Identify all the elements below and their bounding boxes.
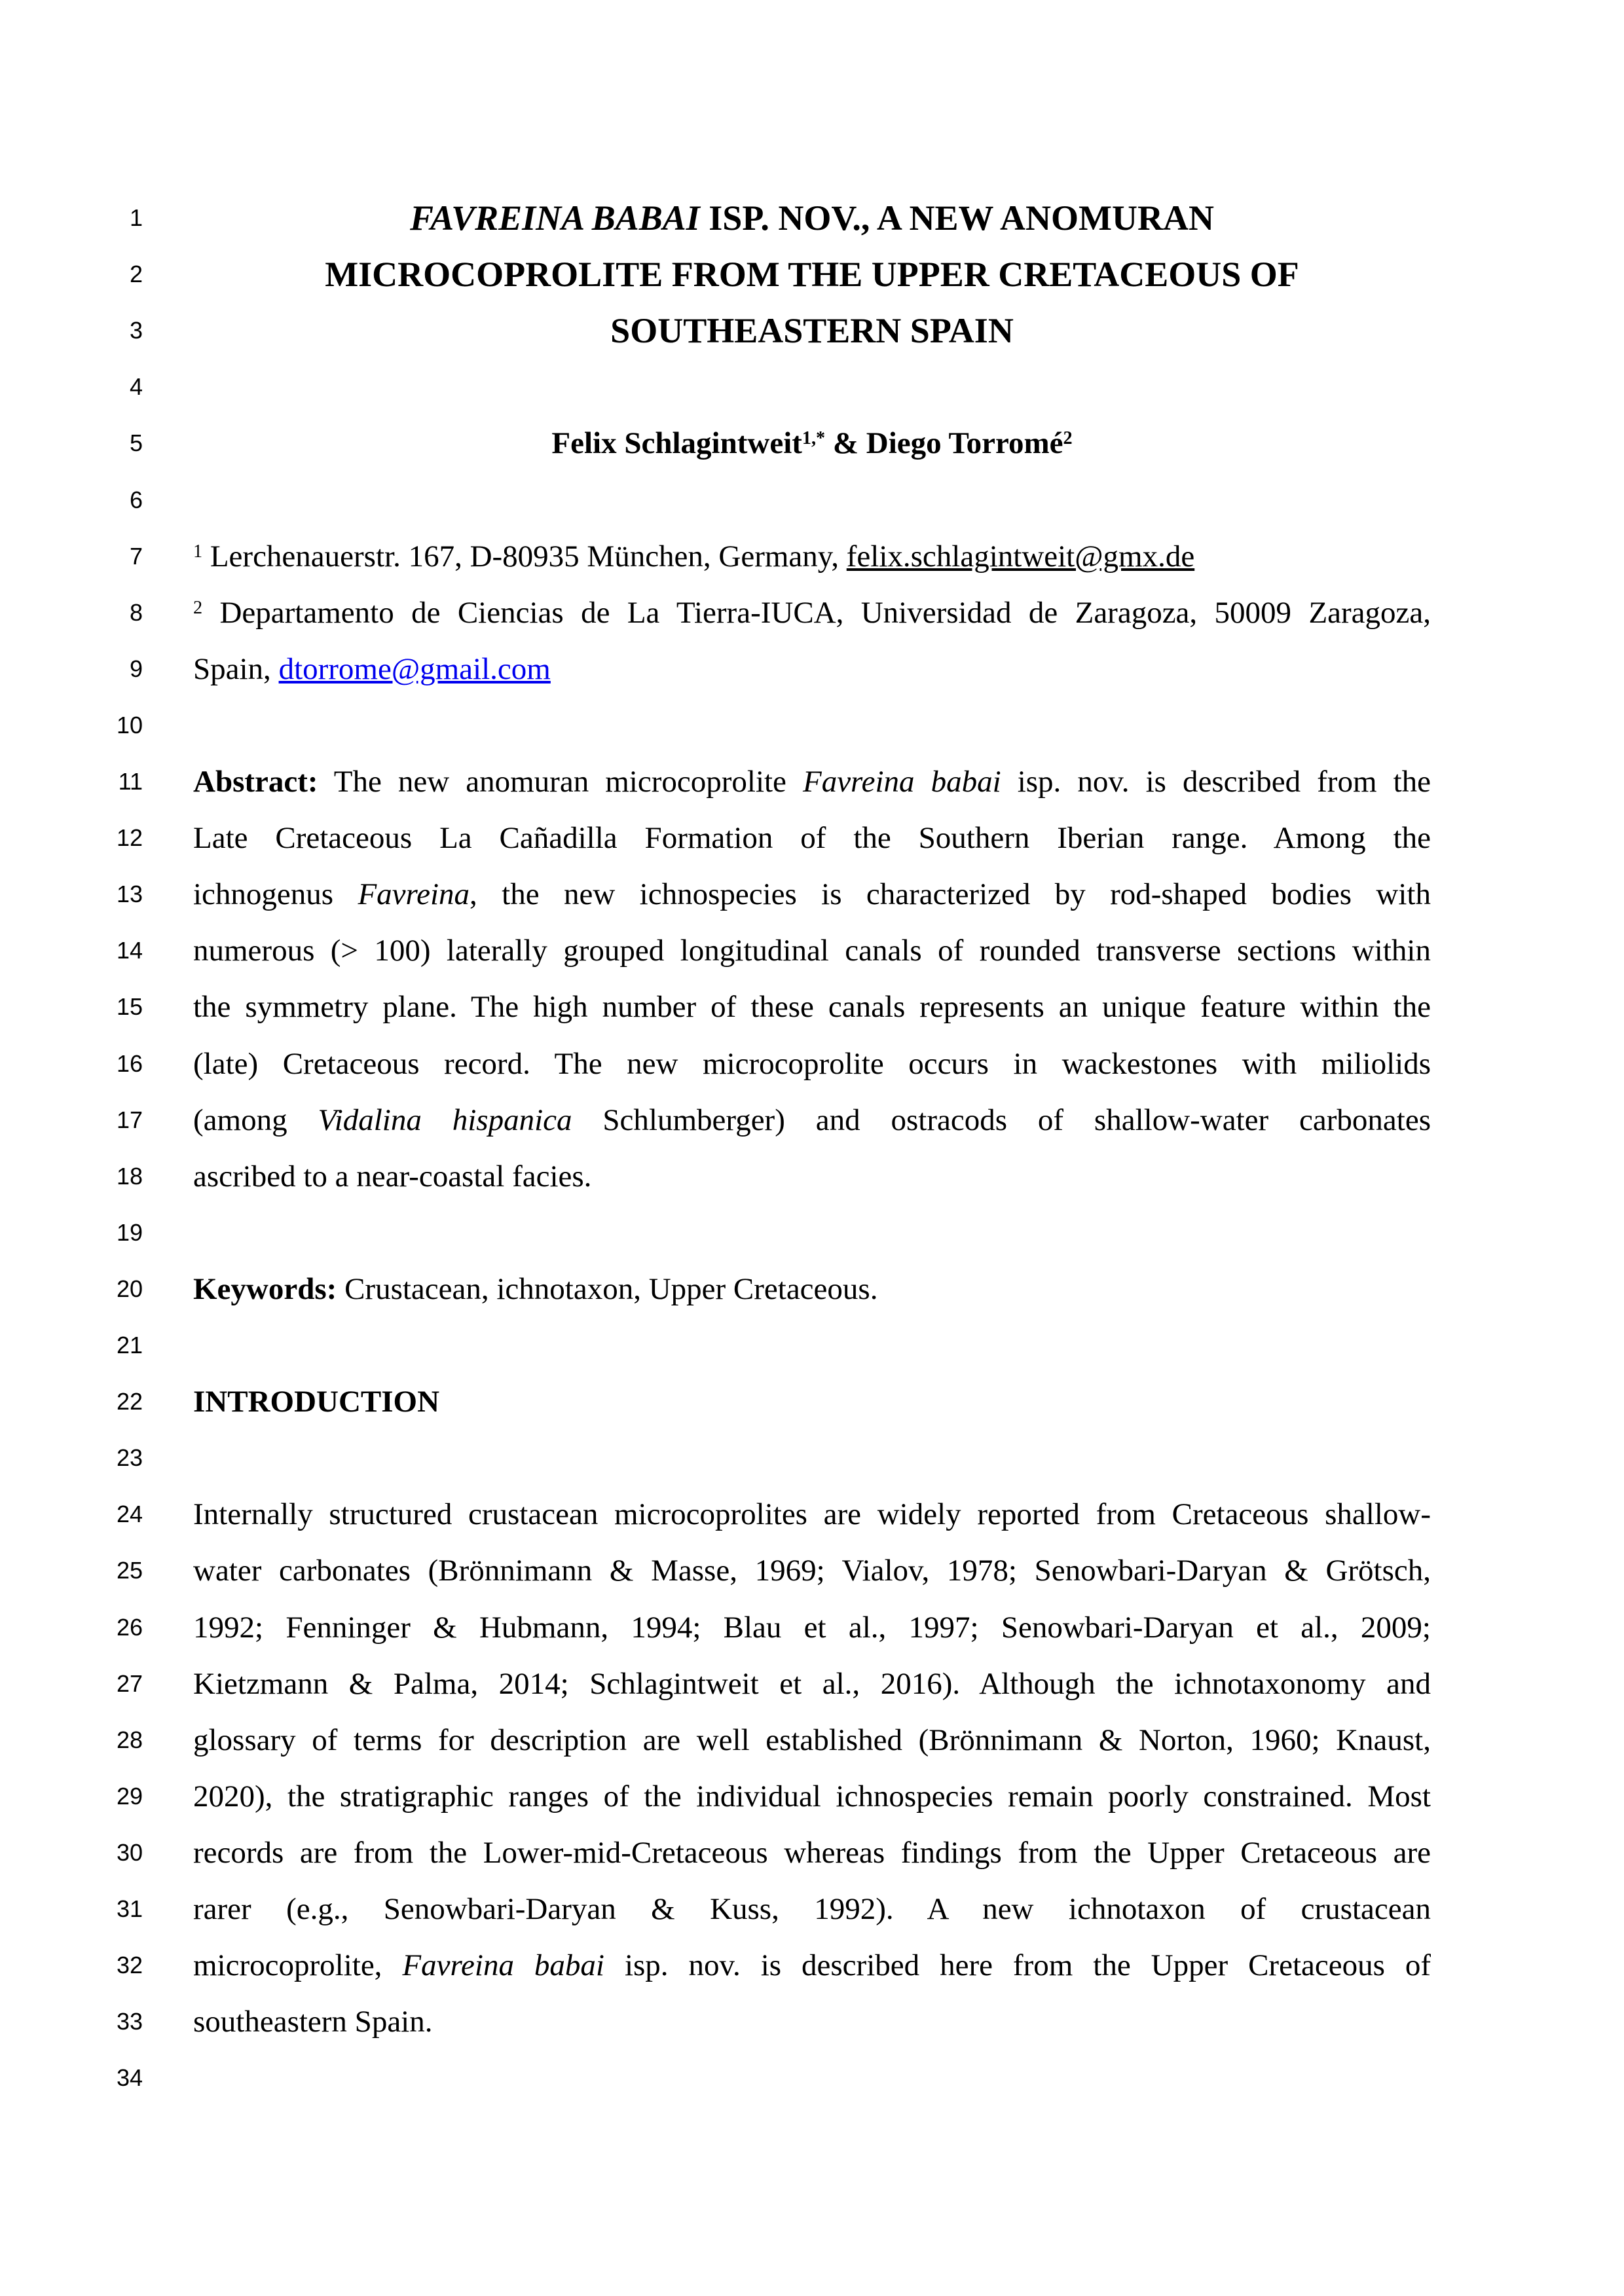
manuscript-line — [0, 2050, 1624, 2106]
abstract-line — [193, 866, 1431, 922]
text-run: ascribed to a near-coastal facies. — [193, 1159, 592, 1194]
affiliation-line — [193, 585, 1431, 641]
line-number: 21 — [116, 1332, 143, 1358]
manuscript-line — [0, 1937, 1624, 1994]
manuscript-line — [0, 810, 1624, 866]
body-line — [193, 1937, 1431, 1994]
line-number: 31 — [116, 1895, 143, 1922]
abstract-line — [193, 1148, 1431, 1205]
manuscript-line — [0, 1317, 1624, 1374]
line-number: 30 — [116, 1838, 143, 1866]
line-number: 9 — [129, 655, 143, 682]
line-number: 23 — [116, 1444, 143, 1472]
text-run: Late Cretaceous La Cañadilla Formation of the Southern Iberian range. Among the — [193, 821, 1431, 856]
manuscript-line — [0, 190, 1624, 246]
body-line — [193, 1599, 1431, 1656]
line-number: 27 — [116, 1669, 143, 1697]
line-number: 10 — [116, 711, 143, 738]
line-number: 15 — [116, 993, 143, 1021]
text-run: 2020), the stratigraphic ranges of the individual ichnospecies remain poorly constrained. Most — [193, 1779, 1431, 1813]
line-number: 13 — [116, 881, 143, 908]
taxon-name: Favreina babai — [802, 765, 1001, 799]
manuscript-line — [0, 1656, 1624, 1712]
author-superscript: 2 — [1063, 428, 1073, 449]
manuscript-line — [0, 1036, 1624, 1092]
text-run: Internally structured crustacean microcoprolites are widely reported from Cretaceous shallow- — [193, 1497, 1431, 1532]
line-number: 11 — [118, 768, 143, 795]
line-number: 7 — [129, 542, 143, 570]
manuscript-line — [0, 1768, 1624, 1825]
affiliation-line — [193, 641, 1431, 697]
line-number: 22 — [116, 1388, 143, 1415]
title-text: MICROCOPROLITE FROM THE UPPER CRETACEOUS OF — [325, 255, 1299, 295]
title-line — [193, 302, 1431, 359]
text-run: 1992; Fenninger & Hubmann, 1994; Blau et al., 1997; Senowbari-Daryan et al., 2009; — [193, 1610, 1431, 1645]
text-run: microcoprolite, — [193, 1948, 403, 1983]
manuscript-line — [0, 1148, 1624, 1205]
line-number: 14 — [116, 937, 143, 964]
text-run: the symmetry plane. The high number of these canals represents an unique feature within the — [193, 990, 1431, 1025]
text-run: (late) Cretaceous record. The new microcoprolite occurs in wackestones with miliolids — [193, 1046, 1431, 1081]
manuscript-line — [0, 1825, 1624, 1881]
line-number: 8 — [129, 598, 143, 626]
manuscript-line — [0, 1261, 1624, 1317]
taxon-name: Favreina — [358, 877, 470, 912]
text-run: (among — [193, 1102, 318, 1137]
manuscript-line — [0, 1486, 1624, 1542]
manuscript-line — [0, 754, 1624, 810]
title-line — [193, 190, 1431, 246]
section-heading — [193, 1374, 1431, 1430]
abstract-line — [193, 1036, 1431, 1092]
manuscript-line — [0, 979, 1624, 1035]
body-line — [193, 1994, 1431, 2050]
body-line — [193, 1656, 1431, 1712]
body-line — [193, 1712, 1431, 1768]
line-number: 26 — [116, 1613, 143, 1641]
text-run: numerous (> 100) laterally grouped longitudinal canals of rounded transverse sections within — [193, 934, 1431, 968]
line-number: 29 — [116, 1782, 143, 1810]
body-line — [193, 1825, 1431, 1881]
manuscript-line — [0, 1994, 1624, 2050]
line-number: 28 — [116, 1726, 143, 1753]
text-run: ichnogenus — [193, 877, 358, 912]
body-line — [193, 1542, 1431, 1599]
manuscript-line — [0, 1881, 1624, 1937]
text-run: isp. nov. is described from the — [1001, 765, 1431, 799]
title-text: SOUTHEASTERN SPAIN — [610, 311, 1014, 351]
line-number: 25 — [116, 1557, 143, 1584]
manuscript-line — [0, 302, 1624, 359]
email-link[interactable]: dtorrome@gmail.com — [278, 651, 551, 686]
keywords-label: Keywords: — [193, 1271, 337, 1306]
author-line — [193, 415, 1431, 471]
title-taxon: FAVREINA BABAI — [410, 198, 700, 238]
text-run: water carbonates (Brönnimann & Masse, 1969; Vialov, 1978; Senowbari-Daryan & Grötsch, — [193, 1554, 1431, 1588]
manuscript-line — [0, 1542, 1624, 1599]
email-link[interactable]: felix.schlagintweit@gmx.de — [846, 539, 1195, 574]
line-number: 19 — [116, 1218, 143, 1246]
manuscript-line — [0, 415, 1624, 471]
affiliation-text: Spain, — [193, 651, 279, 686]
manuscript-line — [0, 359, 1624, 415]
abstract-label: Abstract: — [193, 765, 318, 799]
manuscript-line — [0, 246, 1624, 302]
abstract-line — [193, 922, 1431, 979]
affiliation-line — [193, 528, 1431, 585]
title-text: ISP. NOV., A NEW ANOMURAN — [699, 198, 1214, 238]
abstract-line — [193, 979, 1431, 1035]
author-name: Diego Torromé — [866, 426, 1063, 461]
text-run: isp. nov. is described here from the Upper Cretaceous of — [604, 1948, 1431, 1983]
body-line — [193, 1768, 1431, 1825]
body-line — [193, 1881, 1431, 1937]
manuscript-line — [0, 922, 1624, 979]
affiliation-text: Departamento de Ciencias de La Tierra-IUCA, Universidad de Zaragoza, 50009 Zaragoza, — [202, 595, 1431, 630]
affiliation-text: Lerchenauerstr. 167, D-80935 München, Germany, — [202, 539, 847, 574]
manuscript-line — [0, 1599, 1624, 1656]
manuscript-line — [0, 866, 1624, 922]
line-number: 20 — [116, 1275, 143, 1302]
line-number: 16 — [116, 1049, 143, 1077]
line-number: 34 — [116, 2064, 143, 2092]
manuscript-line — [0, 472, 1624, 528]
author-name: Felix Schlagintweit — [551, 426, 802, 461]
line-number: 18 — [116, 1162, 143, 1190]
line-number: 5 — [129, 429, 143, 457]
abstract-line — [193, 754, 1431, 810]
line-number: 33 — [116, 2008, 143, 2035]
manuscript-line — [0, 1712, 1624, 1768]
line-number: 3 — [129, 317, 143, 344]
text-run: rarer (e.g., Senowbari-Daryan & Kuss, 1992). A new ichnotaxon of crustacean — [193, 1892, 1431, 1926]
keywords-line — [193, 1261, 1431, 1317]
manuscript-line — [0, 697, 1624, 754]
line-number: 32 — [116, 1952, 143, 1979]
line-number: 24 — [116, 1501, 143, 1528]
line-number: 12 — [116, 824, 143, 852]
manuscript-line — [0, 1374, 1624, 1430]
affiliation-superscript: 1 — [193, 541, 203, 562]
body-line — [193, 1486, 1431, 1542]
manuscript-line — [0, 1092, 1624, 1148]
line-number: 4 — [129, 373, 143, 401]
line-number: 6 — [129, 486, 143, 513]
text-run: Kietzmann & Palma, 2014; Schlagintweit et al., 2016). Although the ichnotaxonomy and — [193, 1666, 1431, 1701]
line-number: 1 — [129, 204, 143, 231]
text-run: southeastern Spain. — [193, 2005, 433, 2039]
line-number: 2 — [129, 261, 143, 288]
manuscript-line — [0, 528, 1624, 585]
manuscript-line — [0, 585, 1624, 641]
abstract-line — [193, 810, 1431, 866]
author-superscript: 1,* — [802, 428, 826, 449]
manuscript-line — [0, 1430, 1624, 1486]
affiliation-superscript: 2 — [193, 597, 203, 618]
text-run: The new anomuran microcoprolite — [318, 765, 803, 799]
section-heading-text: INTRODUCTION — [193, 1385, 440, 1419]
text-run: records are from the Lower-mid-Cretaceous whereas findings from the Upper Cretaceous are — [193, 1835, 1431, 1870]
author-separator: & — [825, 426, 866, 461]
title-line — [193, 246, 1431, 302]
keywords-text: Crustacean, ichnotaxon, Upper Cretaceous. — [337, 1271, 878, 1306]
text-run: , the new ichnospecies is characterized by rod-shaped bodies with — [470, 877, 1431, 912]
text-run: glossary of terms for description are well established (Brönnimann & Norton, 1960; Knaust, — [193, 1722, 1431, 1757]
taxon-name: Vidalina hispanica — [318, 1102, 572, 1137]
taxon-name: Favreina babai — [402, 1948, 604, 1983]
text-run: Schlumberger) and ostracods of shallow-water carbonates — [572, 1102, 1431, 1137]
line-number: 17 — [116, 1106, 143, 1133]
manuscript-line — [0, 1205, 1624, 1261]
abstract-line — [193, 1092, 1431, 1148]
manuscript-line — [0, 641, 1624, 697]
